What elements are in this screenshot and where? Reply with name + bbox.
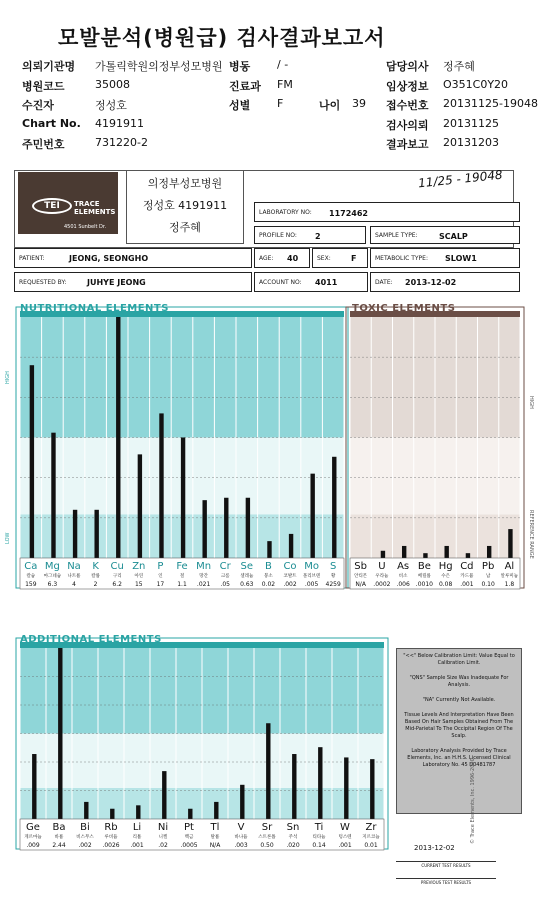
bar-li (136, 805, 140, 819)
element-symbol-se: Se (240, 561, 254, 572)
header-value: 가톨릭학원의정부성모병원 (95, 60, 223, 73)
element-symbol-pt: Pt (184, 822, 194, 833)
metabolic-value: SLOW1 (445, 254, 477, 263)
element-value-label: .021 (196, 581, 211, 588)
element-value-label: N/A (355, 581, 366, 588)
element-korean-name: 칼슘 (26, 574, 36, 579)
scanned-report (0, 164, 539, 916)
element-symbol-ge: Ge (26, 822, 40, 833)
age-value: 40 (287, 254, 299, 263)
bar-fe (181, 438, 185, 559)
bar-pt (188, 809, 192, 819)
element-symbol-zr: Zr (365, 822, 377, 833)
element-value-label: 17 (156, 581, 165, 588)
element-korean-name: 리튬 (132, 835, 142, 840)
toxic-title: TOXIC ELEMENTS (352, 303, 456, 314)
stamp-doctor: 정주혜 (169, 221, 201, 234)
sample-label: SAMPLE TYPE: (375, 232, 418, 239)
element-symbol-sb: Sb (354, 561, 367, 572)
element-value-label: 0.02 (261, 581, 276, 588)
note-3: "NA" Currently Not Available. (422, 697, 496, 703)
element-korean-name: 주석 (288, 835, 298, 840)
bar-mn (202, 500, 206, 558)
lab-logo: TEI TRACE ELEMENTS 4501 Sunbelt Dr. (18, 172, 118, 234)
element-symbol-cu: Cu (110, 561, 124, 572)
patient-value: JEONG, SEONGHO (69, 254, 149, 263)
element-value-label: .002 (78, 842, 92, 849)
element-korean-name: 스트론튬 (258, 835, 276, 840)
element-symbol-as: As (397, 561, 410, 572)
bar-be (423, 553, 427, 558)
element-value-label: 0.10 (481, 581, 495, 588)
bar-mg (51, 433, 55, 558)
requested-label: REQUESTED BY: (19, 279, 67, 286)
header-value: 4191911 (95, 117, 144, 130)
element-symbol-ca: Ca (24, 561, 38, 572)
element-value-label: 0.50 (260, 842, 274, 849)
element-symbol-k: K (92, 561, 99, 572)
element-korean-name: 게르마늄 (24, 835, 42, 840)
element-symbol-co: Co (283, 561, 297, 572)
element-korean-name: 루비듐 (104, 835, 118, 840)
element-korean-name: 납 (485, 574, 491, 579)
notes-box (396, 648, 522, 814)
requested-value: JUHYE JEONG (87, 278, 146, 287)
sample-value: SCALP (439, 232, 468, 241)
element-korean-name: 코발트 (283, 574, 297, 579)
element-korean-name: 바나듐 (234, 835, 248, 840)
header-label: 수진자 (22, 99, 54, 112)
element-korean-name: 붕소 (264, 574, 273, 579)
element-symbol-b: B (264, 561, 272, 572)
header-value: FM (277, 78, 293, 91)
header-label: 임상정보 (386, 80, 429, 93)
patient-label: PATIENT: (19, 255, 45, 262)
lab-name: TRACE ELEMENTS (74, 200, 116, 216)
element-symbol-mo: Mo (304, 561, 319, 572)
header-value: F (277, 97, 284, 110)
handwritten-date: 11/25 - 19048 (417, 167, 504, 191)
header-label: 주민번호 (22, 138, 65, 151)
element-korean-name: 백금 (184, 835, 194, 840)
header-label: Chart No. (22, 117, 81, 130)
low-label: LOW (5, 532, 11, 544)
bar-al (508, 529, 512, 558)
bar-hg (444, 546, 448, 558)
bar-na (73, 510, 77, 558)
bar-pb (487, 546, 491, 558)
header-value: 정성호 (95, 99, 127, 112)
element-korean-name: 나트륨 (67, 574, 81, 579)
element-korean-name: 탈륨 (210, 835, 220, 840)
header-label: 성별 (229, 99, 251, 112)
header-value: 20131125 (443, 117, 499, 130)
element-value-label: .001 (460, 581, 474, 588)
element-korean-name: 안티몬 (354, 574, 368, 579)
element-value-label: 1.1 (177, 581, 187, 588)
element-korean-name: 텅스텐 (338, 835, 352, 840)
element-value-label: 6.3 (47, 581, 58, 588)
header-label: 의뢰기관명 (22, 60, 76, 73)
bar-p (159, 413, 163, 558)
bar-zn (138, 454, 142, 558)
lab-no-value: 1172462 (329, 209, 368, 218)
header-label: 접수번호 (386, 99, 429, 112)
element-symbol-bi: Bi (80, 822, 90, 833)
header-value: / - (277, 58, 289, 71)
element-value-label: .0002 (373, 581, 391, 588)
header-label: 검사의뢰 (386, 119, 429, 132)
element-symbol-ti: Ti (314, 822, 324, 833)
element-symbol-tl: Tl (210, 822, 220, 833)
header-value: 731220-2 (95, 136, 148, 149)
element-value-label: 2 (93, 581, 98, 588)
age-header-label: 나이 (319, 99, 341, 112)
profile-value: 2 (315, 232, 321, 241)
stamp-hospital: 의정부성모병원 (147, 177, 223, 190)
element-symbol-fe: Fe (176, 561, 188, 572)
element-value-label: 0.63 (240, 581, 254, 588)
report-title: 모발분석(병원급) 검사결과보고서 (58, 26, 386, 50)
bar-k (94, 510, 98, 558)
header-value: O351C0Y20 (443, 78, 509, 91)
bar-ti (318, 747, 322, 819)
date-label: DATE: (375, 279, 393, 286)
element-value-label: 6.2 (112, 581, 122, 588)
bar-b (267, 541, 271, 558)
element-korean-name: 마그네슘 (43, 574, 62, 579)
bar-s (332, 457, 336, 558)
high-label-right: HIGH (528, 396, 534, 409)
copyright: © Trace Elements, Inc. 1996-2000 (470, 758, 476, 844)
element-symbol-be: Be (417, 561, 431, 572)
date-value: 2013-12-02 (405, 278, 457, 287)
note-5: Laboratory Analysis Provided by Trace Elements, Inc. an H.H.S. Licensed Clinical Laboratory No. 45 D0481787 (407, 748, 511, 768)
element-value-label: .020 (286, 842, 300, 849)
element-korean-name: 아연 (134, 574, 144, 579)
element-korean-name: 바륨 (54, 835, 64, 840)
bar-ba (58, 648, 62, 819)
stamp-patient: 정성호 4191911 (142, 199, 228, 212)
previous-results-label: PREVIOUS TEST RESULTS (396, 878, 496, 885)
bar-ge (32, 754, 36, 819)
element-value-label: 2.44 (52, 842, 66, 849)
bar-sn (292, 754, 296, 819)
element-symbol-li: Li (132, 822, 142, 833)
element-korean-name: 몰리브덴 (302, 574, 321, 579)
bottom-date: 2013-12-02 (414, 844, 455, 852)
account-value: 4011 (315, 278, 338, 287)
bar-tl (214, 802, 218, 819)
high-label: HIGH (5, 371, 11, 384)
element-value-label: .0026 (102, 842, 120, 849)
element-value-label: .005 (304, 581, 319, 588)
element-value-label: 159 (25, 581, 37, 588)
element-korean-name: 구리 (112, 574, 122, 579)
element-symbol-rb: Rb (104, 822, 118, 833)
element-korean-name: 지르코늄 (362, 835, 380, 840)
header-value: 정주혜 (443, 60, 475, 73)
element-korean-name: 황 (331, 574, 336, 579)
element-symbol-pb: Pb (481, 561, 495, 572)
sex-value: F (351, 254, 357, 263)
element-value-label: .001 (130, 842, 144, 849)
element-value-label: .009 (26, 842, 40, 849)
bar-zr (370, 759, 374, 819)
bar-cd (466, 553, 470, 558)
element-value-label: .02 (158, 842, 168, 849)
lab-address: 4501 Sunbelt Dr. (64, 224, 107, 230)
bar-se (246, 498, 250, 558)
bar-rb (110, 809, 114, 819)
element-korean-name: 비소 (398, 574, 408, 579)
element-korean-name: 니켈 (158, 835, 168, 840)
element-symbol-mg: Mg (44, 561, 60, 572)
element-symbol-al: Al (504, 561, 515, 572)
element-value-label: .05 (220, 581, 230, 588)
element-value-label: 0.14 (312, 842, 326, 849)
element-korean-name: 수은 (441, 574, 450, 579)
element-value-label: .002 (283, 581, 297, 588)
element-symbol-sr: Sr (261, 822, 273, 833)
element-korean-name: 철 (179, 574, 185, 579)
note-4: Tissue Levels And Interpretation Have Been Based On Hair Samples Obtained From The Mid-Parietal To The Occipital Region Of The Scalp. (404, 712, 514, 739)
metabolic-label: METABOLIC TYPE: (375, 255, 428, 262)
element-korean-name: 베릴륨 (417, 574, 431, 579)
current-results-label: CURRENT TEST RESULTS (396, 861, 496, 868)
nutritional-title: NUTRITIONAL ELEMENTS (20, 303, 169, 314)
header-label: 병동 (229, 60, 251, 73)
bar-cu (116, 317, 120, 558)
bar-ca (30, 365, 34, 558)
element-value-label: 4 (72, 581, 76, 588)
element-symbol-w: W (340, 822, 350, 833)
element-korean-name: 망간 (199, 574, 208, 579)
reference-range-label: REFERENCE RANGE (528, 510, 534, 559)
element-symbol-cr: Cr (219, 561, 231, 572)
bar-u (381, 551, 385, 558)
bar-w (344, 757, 348, 819)
element-symbol-s: S (330, 561, 337, 572)
element-symbol-hg: Hg (438, 561, 453, 572)
element-value-label: .001 (338, 842, 352, 849)
label-strip (20, 819, 384, 850)
element-korean-name: 비스무스 (76, 835, 94, 840)
element-korean-name: 크롬 (220, 574, 230, 579)
element-korean-name: 카드뮴 (460, 574, 474, 579)
bar-as (402, 546, 406, 558)
header-label: 진료과 (229, 80, 261, 93)
element-symbol-ba: Ba (52, 822, 66, 833)
sex-label: SEX: (317, 255, 331, 262)
bar-cr (224, 498, 228, 558)
header-value: 20131125-19048 (443, 97, 538, 110)
note-2: "QNS" Sample Size Was Inadequate For Analysis. (409, 675, 509, 688)
element-symbol-na: Na (67, 561, 81, 572)
element-symbol-zn: Zn (132, 561, 146, 572)
element-symbol-sn: Sn (286, 822, 300, 833)
element-korean-name: 셀레늄 (240, 574, 254, 579)
element-symbol-p: P (157, 561, 164, 572)
bar-ni (162, 771, 166, 819)
element-value-label: 0.08 (438, 581, 453, 588)
element-value-label: 4259 (325, 581, 341, 588)
age-label: AGE: (259, 255, 274, 262)
bar-bi (84, 802, 88, 819)
bar-sr (266, 723, 270, 819)
header-value: 35008 (95, 78, 130, 91)
note-1: "<<" Below Calibration Limit: Value Equal to Calibration Limit. (403, 653, 515, 666)
bar-mo (310, 474, 314, 558)
additional-title: ADDITIONAL ELEMENTS (20, 634, 162, 645)
element-value-label: 1.8 (504, 581, 515, 588)
element-symbol-mn: Mn (196, 561, 212, 572)
element-symbol-u: U (378, 561, 386, 572)
header-value: 20131203 (443, 136, 499, 149)
element-korean-name: 티타늄 (312, 835, 326, 840)
element-korean-name: 우라늄 (375, 574, 389, 579)
element-value-label: .003 (234, 842, 248, 849)
age-header-value: 39 (352, 97, 366, 110)
element-korean-name: 칼륨 (91, 574, 100, 579)
element-symbol-v: V (237, 822, 245, 833)
element-symbol-ni: Ni (157, 822, 169, 833)
bar-v (240, 785, 244, 819)
element-value-label: N/A (209, 842, 221, 849)
element-value-label: 15 (134, 581, 143, 588)
profile-label: PROFILE NO: (259, 232, 297, 239)
bar-co (289, 534, 293, 558)
header-label: 결과보고 (386, 138, 429, 151)
element-korean-name: 인 (158, 574, 163, 579)
element-value-label: .0005 (180, 842, 198, 849)
account-label: ACCOUNT NO: (259, 279, 302, 286)
element-symbol-cd: Cd (460, 561, 474, 572)
element-korean-name: 알루미늄 (500, 574, 519, 579)
element-value-label: .006 (396, 581, 410, 588)
header-label: 담당의사 (386, 60, 429, 73)
lab-no-label: LABORATORY NO: (259, 209, 312, 216)
header-label: 병원코드 (22, 80, 65, 93)
element-value-label: 0.01 (364, 842, 378, 849)
element-value-label: .0010 (415, 581, 433, 588)
